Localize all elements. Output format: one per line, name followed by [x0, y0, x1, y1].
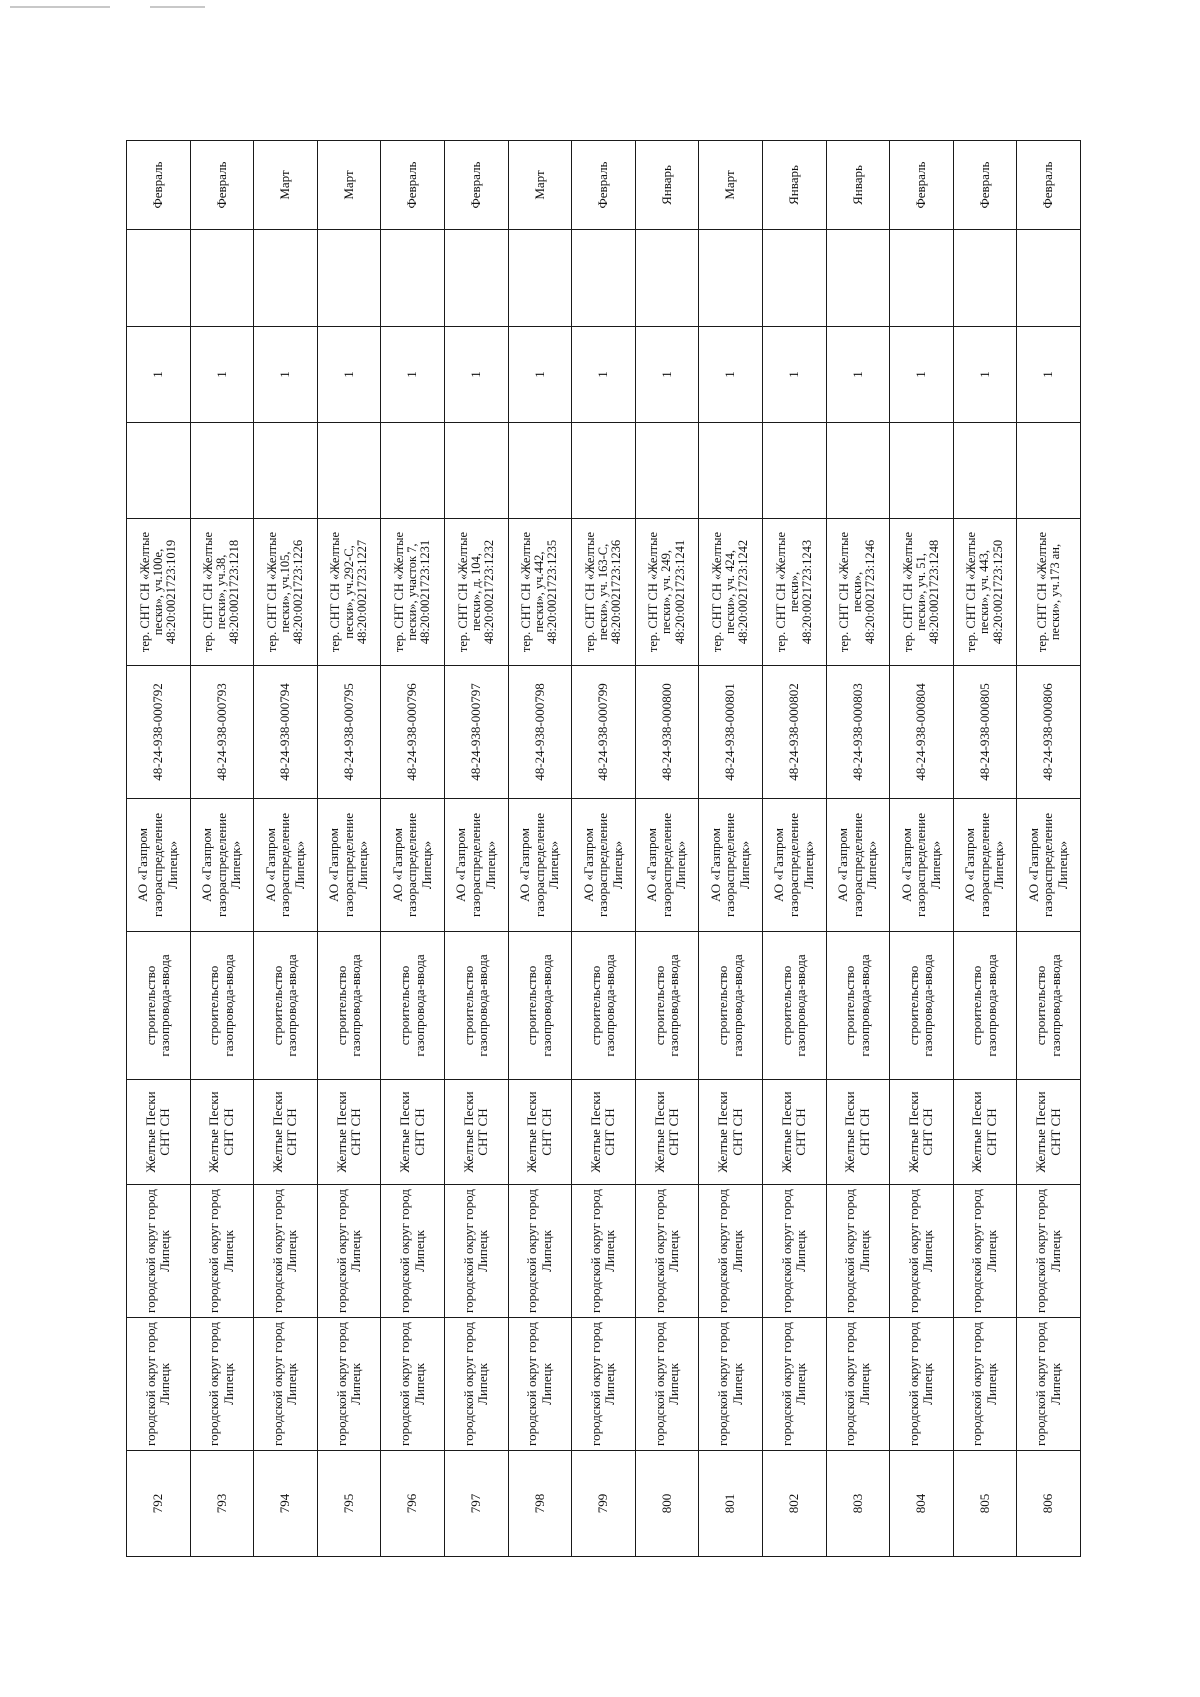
cell-location: Желтые Пески СНТ СН: [508, 1080, 572, 1185]
cell-address: тер. СНТ СН «Желтые пески», уч.442, 48:20:0021723:1235: [508, 519, 572, 666]
table-row: [444, 141, 508, 1557]
cell-object-code: 48-24-938-000797: [444, 666, 508, 799]
cell-settlement: городской округ город Липецк: [890, 1185, 954, 1318]
cell-object-code: 48-24-938-000806: [1017, 666, 1081, 799]
cell-empty: [826, 230, 890, 327]
cell-row-number: 793: [190, 1451, 254, 1557]
table-row: [572, 141, 636, 1557]
table-row: [254, 141, 318, 1557]
cell-work-type: строительство газопровода-ввода: [381, 932, 445, 1080]
cell-empty: [572, 423, 636, 519]
cell-district: городской округ город Липецк: [762, 1318, 826, 1451]
cell-month: Март: [508, 141, 572, 230]
cell-settlement: городской округ город Липецк: [699, 1185, 763, 1318]
cell-company: АО «Газпром газораспределение Липецк»: [826, 799, 890, 932]
cell-empty: [572, 230, 636, 327]
cell-company: АО «Газпром газораспределение Липецк»: [254, 799, 318, 932]
cell-location: Желтые Пески СНТ СН: [127, 1080, 191, 1185]
cell-row-number: 803: [826, 1451, 890, 1557]
cell-month: Январь: [826, 141, 890, 230]
cell-settlement: городской округ город Липецк: [1017, 1185, 1081, 1318]
cell-company: АО «Газпром газораспределение Липецк»: [890, 799, 954, 932]
cell-object-code: 48-24-938-000805: [953, 666, 1017, 799]
cell-settlement: городской округ город Липецк: [444, 1185, 508, 1318]
cell-company: АО «Газпром газораспределение Липецк»: [953, 799, 1017, 932]
cell-quantity: 1: [444, 327, 508, 423]
cell-address: тер. СНТ СН «Желтые пески», уч.38, 48:20:0021723:1218: [190, 519, 254, 666]
cell-row-number: 796: [381, 1451, 445, 1557]
cell-district: городской округ город Липецк: [890, 1318, 954, 1451]
cell-object-code: 48-24-938-000800: [635, 666, 699, 799]
table-row: [826, 141, 890, 1557]
cell-location: Желтые Пески СНТ СН: [572, 1080, 636, 1185]
table-row: [762, 141, 826, 1557]
cell-location: Желтые Пески СНТ СН: [254, 1080, 318, 1185]
cell-location: Желтые Пески СНТ СН: [381, 1080, 445, 1185]
cell-work-type: строительство газопровода-ввода: [890, 932, 954, 1080]
cell-empty: [127, 423, 191, 519]
cell-address: тер. СНТ СН «Желтые пески», уч.100е, 48:20:0021723:1019: [127, 519, 191, 666]
cell-district: городской округ город Липецк: [953, 1318, 1017, 1451]
table-row: [953, 141, 1017, 1557]
cell-row-number: 806: [1017, 1451, 1081, 1557]
cell-address: тер. СНТ СН «Желтые пески», 48:20:0021723:1243: [762, 519, 826, 666]
cell-quantity: 1: [127, 327, 191, 423]
table-row: [890, 141, 954, 1557]
cell-location: Желтые Пески СНТ СН: [190, 1080, 254, 1185]
cell-empty: [190, 230, 254, 327]
cell-object-code: 48-24-938-000795: [317, 666, 381, 799]
cell-company: АО «Газпром газораспределение Липецк»: [572, 799, 636, 932]
cell-object-code: 48-24-938-000792: [127, 666, 191, 799]
cell-month: Март: [254, 141, 318, 230]
cell-address: тер. СНТ СН «Желтые пески», уч. 443, 48:20:0021723:1250: [953, 519, 1017, 666]
cell-company: АО «Газпром газораспределение Липецк»: [190, 799, 254, 932]
cell-address: тер. СНТ СН «Желтые пески», д. 104, 48:20:0021723:1232: [444, 519, 508, 666]
scan-artifact-line: [150, 6, 205, 8]
cell-settlement: городской округ город Липецк: [762, 1185, 826, 1318]
cell-empty: [508, 230, 572, 327]
table-row: [127, 141, 191, 1557]
cell-row-number: 798: [508, 1451, 572, 1557]
cell-quantity: 1: [254, 327, 318, 423]
registry-table-body: [127, 141, 1081, 1557]
cell-location: Желтые Пески СНТ СН: [635, 1080, 699, 1185]
cell-location: Желтые Пески СНТ СН: [444, 1080, 508, 1185]
cell-company: АО «Газпром газораспределение Липецк»: [1017, 799, 1081, 932]
cell-month: Февраль: [127, 141, 191, 230]
cell-settlement: городской округ город Липецк: [953, 1185, 1017, 1318]
cell-work-type: строительство газопровода-ввода: [508, 932, 572, 1080]
cell-work-type: строительство газопровода-ввода: [762, 932, 826, 1080]
cell-location: Желтые Пески СНТ СН: [826, 1080, 890, 1185]
cell-object-code: 48-24-938-000793: [190, 666, 254, 799]
cell-district: городской округ город Липецк: [572, 1318, 636, 1451]
cell-empty: [890, 423, 954, 519]
cell-empty: [381, 423, 445, 519]
cell-row-number: 799: [572, 1451, 636, 1557]
cell-empty: [635, 230, 699, 327]
cell-company: АО «Газпром газораспределение Липецк»: [317, 799, 381, 932]
cell-address: тер. СНТ СН «Желтые пески», 48:20:0021723:1246: [826, 519, 890, 666]
cell-empty: [699, 423, 763, 519]
cell-district: городской округ город Липецк: [508, 1318, 572, 1451]
cell-object-code: 48-24-938-000796: [381, 666, 445, 799]
cell-work-type: строительство газопровода-ввода: [699, 932, 763, 1080]
cell-work-type: строительство газопровода-ввода: [317, 932, 381, 1080]
cell-district: городской округ город Липецк: [190, 1318, 254, 1451]
cell-object-code: 48-24-938-000801: [699, 666, 763, 799]
cell-month: Январь: [762, 141, 826, 230]
cell-month: Март: [699, 141, 763, 230]
cell-empty: [762, 230, 826, 327]
cell-object-code: 48-24-938-000802: [762, 666, 826, 799]
cell-empty: [444, 230, 508, 327]
cell-empty: [254, 230, 318, 327]
table-row: [635, 141, 699, 1557]
cell-work-type: строительство газопровода-ввода: [444, 932, 508, 1080]
cell-quantity: 1: [381, 327, 445, 423]
cell-empty: [890, 230, 954, 327]
cell-empty: [508, 423, 572, 519]
cell-address: тер. СНТ СН «Желтые пески», уч.105, 48:20:0021723:1226: [254, 519, 318, 666]
cell-district: городской округ город Липецк: [127, 1318, 191, 1451]
cell-work-type: строительство газопровода-ввода: [572, 932, 636, 1080]
cell-work-type: строительство газопровода-ввода: [127, 932, 191, 1080]
cell-location: Желтые Пески СНТ СН: [699, 1080, 763, 1185]
cell-month: Февраль: [890, 141, 954, 230]
cell-address: тер. СНТ СН «Желтые пески», уч.292-С, 48:20:0021723:1227: [317, 519, 381, 666]
cell-month: Февраль: [572, 141, 636, 230]
cell-address: тер. СНТ СН «Желтые пески», уч. 249, 48:20:0021723:1241: [635, 519, 699, 666]
cell-row-number: 797: [444, 1451, 508, 1557]
cell-quantity: 1: [953, 327, 1017, 423]
cell-district: городской округ город Липецк: [635, 1318, 699, 1451]
cell-month: Январь: [635, 141, 699, 230]
cell-company: АО «Газпром газораспределение Липецк»: [699, 799, 763, 932]
cell-object-code: 48-24-938-000798: [508, 666, 572, 799]
cell-district: городской округ город Липецк: [254, 1318, 318, 1451]
cell-company: АО «Газпром газораспределение Липецк»: [762, 799, 826, 932]
cell-address: тер. СНТ СН «Желтые пески», уч. 424, 48:20:0021723:1242: [699, 519, 763, 666]
registry-table: [126, 140, 1081, 1557]
cell-district: городской округ город Липецк: [381, 1318, 445, 1451]
cell-work-type: строительство газопровода-ввода: [635, 932, 699, 1080]
cell-district: городской округ город Липецк: [317, 1318, 381, 1451]
cell-quantity: 1: [508, 327, 572, 423]
cell-settlement: городской округ город Липецк: [826, 1185, 890, 1318]
scan-artifact-line: [10, 6, 110, 8]
table-row: [508, 141, 572, 1557]
cell-settlement: городской округ город Липецк: [635, 1185, 699, 1318]
cell-settlement: городской округ город Липецк: [381, 1185, 445, 1318]
cell-empty: [127, 230, 191, 327]
cell-empty: [317, 423, 381, 519]
cell-settlement: городской округ город Липецк: [317, 1185, 381, 1318]
cell-settlement: городской округ город Липецк: [254, 1185, 318, 1318]
cell-company: АО «Газпром газораспределение Липецк»: [444, 799, 508, 932]
table-row: [699, 141, 763, 1557]
cell-month: Март: [317, 141, 381, 230]
cell-row-number: 801: [699, 1451, 763, 1557]
cell-month: Февраль: [444, 141, 508, 230]
cell-object-code: 48-24-938-000803: [826, 666, 890, 799]
cell-address: тер. СНТ СН «Желтые пески», уч. 51, 48:20:0021723:1248: [890, 519, 954, 666]
table-row: [381, 141, 445, 1557]
cell-address: тер. СНТ СН «Желтые пески», уч. 163-С, 48:20:0021723:1236: [572, 519, 636, 666]
cell-row-number: 805: [953, 1451, 1017, 1557]
cell-quantity: 1: [699, 327, 763, 423]
table-row: [1017, 141, 1081, 1557]
cell-object-code: 48-24-938-000799: [572, 666, 636, 799]
table-row: [190, 141, 254, 1557]
cell-company: АО «Газпром газораспределение Липецк»: [127, 799, 191, 932]
cell-row-number: 792: [127, 1451, 191, 1557]
cell-empty: [381, 230, 445, 327]
cell-quantity: 1: [1017, 327, 1081, 423]
cell-district: городской округ город Липецк: [1017, 1318, 1081, 1451]
cell-work-type: строительство газопровода-ввода: [190, 932, 254, 1080]
cell-quantity: 1: [572, 327, 636, 423]
cell-quantity: 1: [826, 327, 890, 423]
cell-empty: [317, 230, 381, 327]
cell-empty: [635, 423, 699, 519]
cell-row-number: 800: [635, 1451, 699, 1557]
cell-quantity: 1: [890, 327, 954, 423]
cell-settlement: городской округ город Липецк: [190, 1185, 254, 1318]
cell-object-code: 48-24-938-000804: [890, 666, 954, 799]
cell-empty: [953, 230, 1017, 327]
cell-location: Желтые Пески СНТ СН: [953, 1080, 1017, 1185]
cell-month: Февраль: [1017, 141, 1081, 230]
cell-work-type: строительство газопровода-ввода: [826, 932, 890, 1080]
cell-quantity: 1: [635, 327, 699, 423]
cell-settlement: городской округ город Липецк: [508, 1185, 572, 1318]
cell-company: АО «Газпром газораспределение Липецк»: [635, 799, 699, 932]
cell-row-number: 794: [254, 1451, 318, 1557]
cell-settlement: городской округ город Липецк: [572, 1185, 636, 1318]
cell-address: тер. СНТ СН «Желтые пески», участок 7, 48:20:0021723:1231: [381, 519, 445, 666]
cell-month: Февраль: [190, 141, 254, 230]
cell-row-number: 795: [317, 1451, 381, 1557]
cell-empty: [762, 423, 826, 519]
cell-empty: [1017, 230, 1081, 327]
cell-quantity: 1: [317, 327, 381, 423]
registry-table-rotated: [126, 141, 1081, 1557]
cell-work-type: строительство газопровода-ввода: [1017, 932, 1081, 1080]
cell-month: Февраль: [953, 141, 1017, 230]
cell-work-type: строительство газопровода-ввода: [953, 932, 1017, 1080]
cell-empty: [254, 423, 318, 519]
cell-empty: [953, 423, 1017, 519]
table-row: [317, 141, 381, 1557]
cell-company: АО «Газпром газораспределение Липецк»: [508, 799, 572, 932]
cell-location: Желтые Пески СНТ СН: [1017, 1080, 1081, 1185]
cell-row-number: 802: [762, 1451, 826, 1557]
cell-district: городской округ город Липецк: [444, 1318, 508, 1451]
cell-company: АО «Газпром газораспределение Липецк»: [381, 799, 445, 932]
cell-quantity: 1: [762, 327, 826, 423]
cell-work-type: строительство газопровода-ввода: [254, 932, 318, 1080]
cell-quantity: 1: [190, 327, 254, 423]
cell-location: Желтые Пески СНТ СН: [317, 1080, 381, 1185]
cell-empty: [826, 423, 890, 519]
cell-empty: [1017, 423, 1081, 519]
cell-empty: [444, 423, 508, 519]
cell-settlement: городской округ город Липецк: [127, 1185, 191, 1318]
cell-location: Желтые Пески СНТ СН: [890, 1080, 954, 1185]
cell-location: Желтые Пески СНТ СН: [762, 1080, 826, 1185]
cell-district: городской округ город Липецк: [699, 1318, 763, 1451]
cell-row-number: 804: [890, 1451, 954, 1557]
cell-district: городской округ город Липецк: [826, 1318, 890, 1451]
cell-month: Февраль: [381, 141, 445, 230]
cell-empty: [699, 230, 763, 327]
cell-address: тер. СНТ СН «Желтые пески», уч.173 ан,: [1017, 519, 1081, 666]
cell-empty: [190, 423, 254, 519]
cell-object-code: 48-24-938-000794: [254, 666, 318, 799]
